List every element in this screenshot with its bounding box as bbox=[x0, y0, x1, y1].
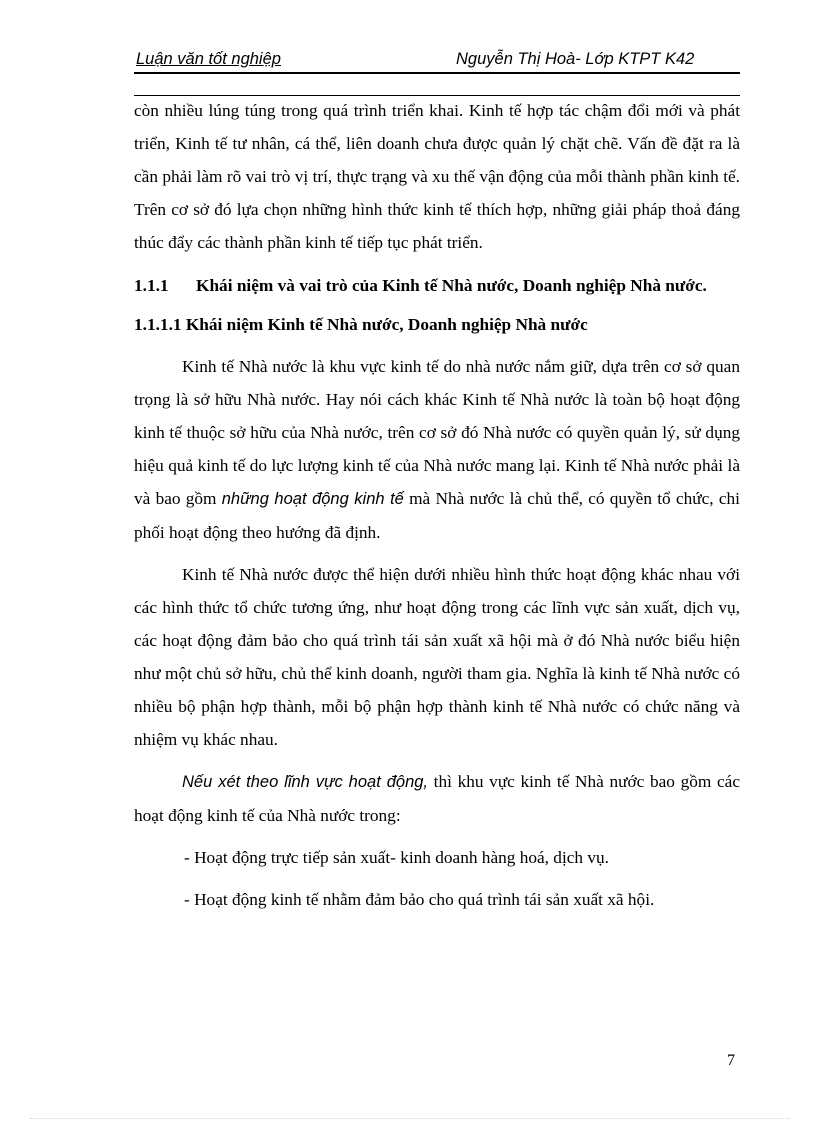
paragraph-fields-rest: thì khu vực kinh tế Nhà nước bao gồm các hoạt động kinh tế của Nhà nước trong: bbox=[134, 772, 740, 825]
bullet-item: - Hoạt động kinh tế nhằm đảm bảo cho quá trình tái sản xuất xã hội. bbox=[184, 890, 655, 909]
paragraph-definition-emphasis: những hoạt động kinh tế bbox=[221, 490, 404, 508]
paragraph-fields bbox=[134, 765, 740, 832]
page-number: 7 bbox=[727, 1052, 735, 1069]
section-heading bbox=[134, 269, 740, 302]
bullet-item: - Hoạt động trực tiếp sản xuất- kinh doanh hàng hoá, dịch vụ. bbox=[184, 848, 609, 867]
paragraph-intro: còn nhiều lúng túng trong quá trình triển khai. Kinh tế hợp tác chậm đổi mới và phát triển, Kinh tế tư nhân, cá thể, liên doanh chưa được quản lý chặt chẽ. Vấn đề đặt ra là cần phải làm rõ vai trò vị trí, thực trạng và xu thế vận động của mỗi thành phần kinh tế. Trên cơ sở đó lựa chọn những hình thức kinh tế thích hợp, những giải pháp thoả đáng thúc đẩy các thành phần kinh tế tiếp tục phát triển. bbox=[134, 101, 740, 252]
page-bottom-border bbox=[30, 1118, 790, 1119]
paragraph-definition bbox=[134, 350, 740, 549]
document-body bbox=[134, 94, 740, 916]
header-author-label: Nguyễn Thị Hoà- Lớp KTPT K42 bbox=[456, 50, 695, 68]
paragraph-forms: Kinh tế Nhà nước được thể hiện dưới nhiều hình thức hoạt động khác nhau với các hình thức tổ chức tương ứng, như hoạt động trong các lĩnh vực sản xuất, dịch vụ, các hoạt động đảm bảo cho quá trình tái sản xuất xã hội mà ở đó Nhà nước biểu hiện như một chủ sở hữu, chủ thể kinh doanh, người tham gia. Nghĩa là kinh tế Nhà nước có nhiều bộ phận hợp thành, mỗi bộ phận hợp thành kinh tế Nhà nước có chức năng và nhiệm vụ khác nhau. bbox=[134, 565, 740, 749]
section-title: Khái niệm và vai trò của Kinh tế Nhà nước, Doanh nghiệp Nhà nước. bbox=[196, 276, 707, 295]
paragraph-definition-start: Kinh tế Nhà nước là khu vực kinh tế do nhà nước nắm giữ, dựa trên cơ sở quan trọng là sở hữu Nhà nước. Hay nói cách khác Kinh tế Nhà nước là toàn bộ hoạt động kinh tế thuộc sở hữu của Nhà nước, trên cơ sở đó Nhà nước có quyền quản lý, sử dụng hiệu quả kinh tế do lực lượng kinh tế của Nhà nước mang lại. Kinh tế Nhà nước phải là và bao gồm bbox=[134, 357, 740, 508]
paragraph-fields-emphasis: Nếu xét theo lĩnh vực hoạt động, bbox=[182, 773, 429, 791]
section-number: 1.1.1 bbox=[134, 276, 169, 295]
paragraph-definition-end: mà Nhà nước là chủ thể, có quyền tổ chức, chi phối hoạt động theo hướng đã định. bbox=[134, 489, 740, 542]
subsection-heading: 1.1.1.1 Khái niệm Kinh tế Nhà nước, Doanh nghiệp Nhà nước bbox=[134, 315, 588, 334]
header-thesis-label: Luận văn tốt nghiệp bbox=[136, 50, 281, 68]
header-rule bbox=[134, 72, 740, 74]
